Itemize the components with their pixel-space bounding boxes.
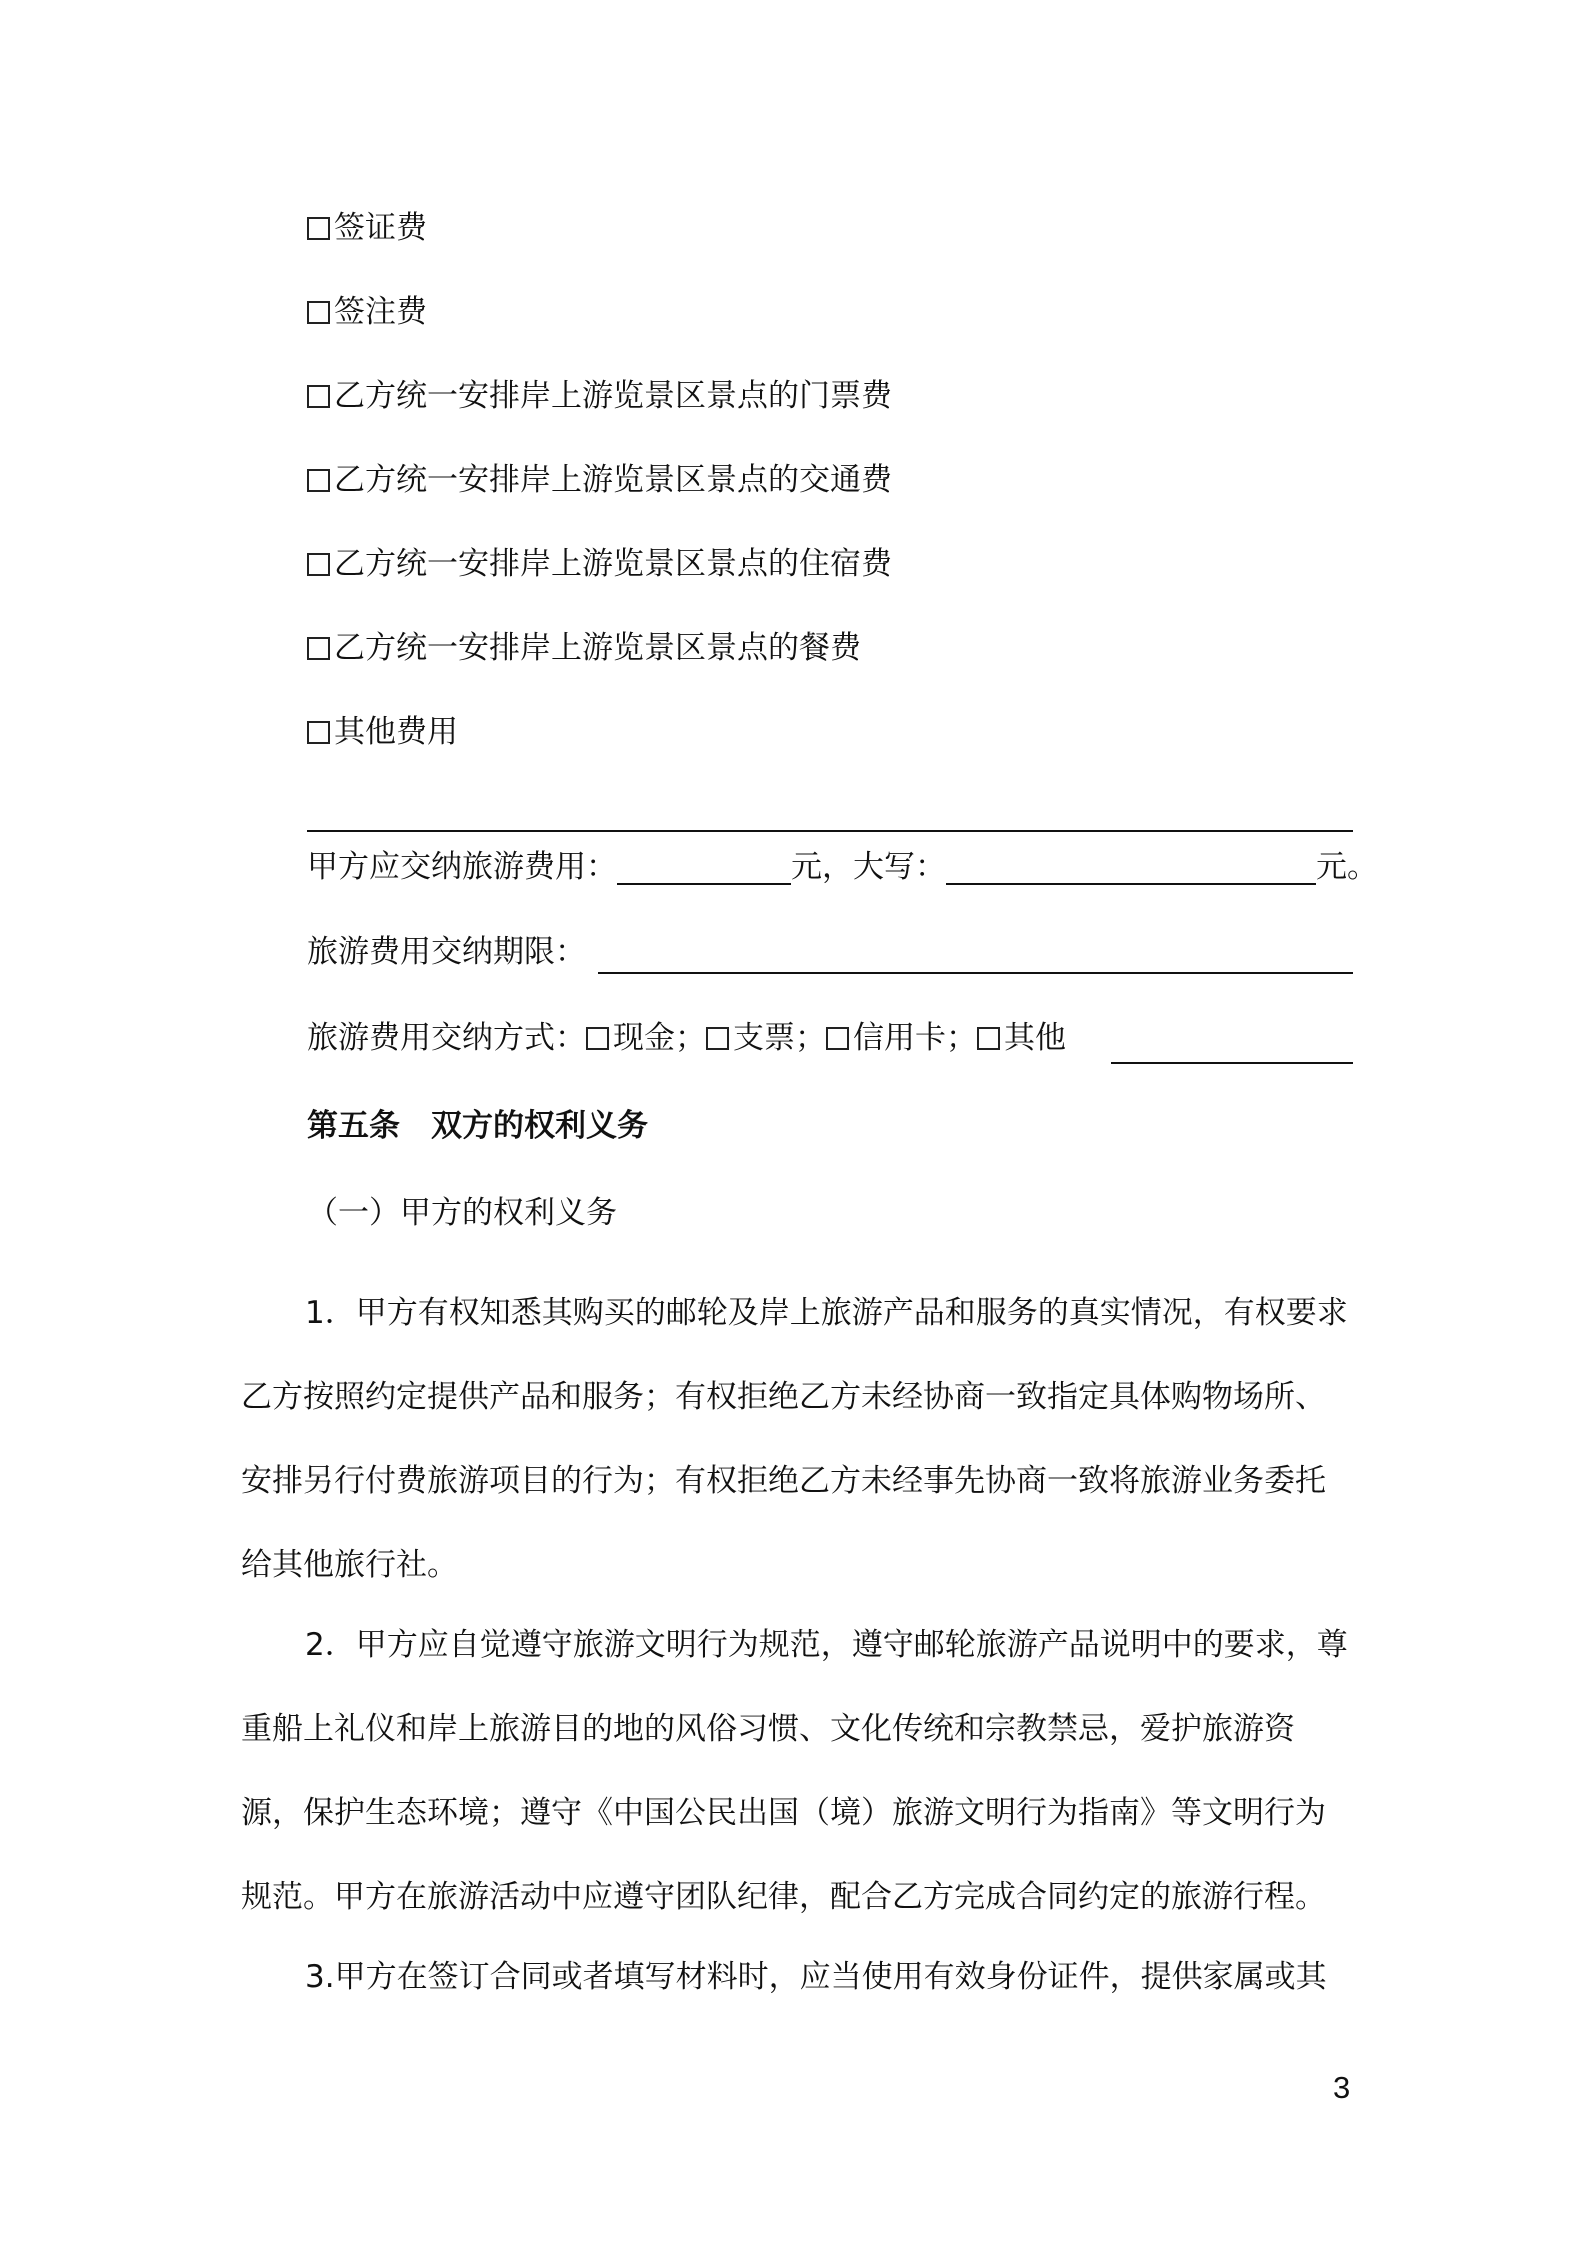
fee-item-lodging: 乙方统一安排岸上游览景区景点的住宿费 [307, 542, 892, 586]
checkbox[interactable] [307, 721, 330, 744]
checkbox[interactable] [307, 553, 330, 576]
fee-deadline-blank[interactable] [598, 972, 1353, 974]
fee-item-meals: 乙方统一安排岸上游览景区景点的餐费 [307, 626, 861, 670]
checkbox[interactable] [307, 385, 330, 408]
paragraph-2: 2．甲方应自觉遵守旅游文明行为规范，遵守邮轮旅游产品说明中的要求，尊重船上礼仪和岸上旅游目的地的风俗习惯、文化传统和宗教禁忌，爱护旅游资源，保护生态环境；遵守《中国公民出国（境）旅游文明行为指南》等文明行为规范。甲方在旅游活动中应遵守团队纪律，配合乙方完成合同约定的旅游行程。 [241, 1627, 1348, 1915]
fee-item-endorsement: 签注费 [307, 290, 427, 334]
article-subheading: （一）甲方的权利义务 [307, 1195, 617, 1231]
fee-deadline-label: 旅游费用交纳期限： [307, 934, 586, 970]
fee-amount-yuan-end: 元。 [1316, 849, 1378, 885]
checkbox[interactable] [307, 637, 330, 660]
fee-method-row: 旅游费用交纳方式： 现金； 支票； 信用卡； 其他 [307, 1020, 1066, 1056]
paragraph-3: 3.甲方在签订合同或者填写材料时，应当使用有效身份证件，提供家属或其 [305, 1959, 1327, 1995]
fee-item-visa: 签证费 [307, 206, 427, 250]
fee-item-other: 其他费用 [307, 710, 458, 754]
fee-deadline-row [307, 930, 586, 974]
checkbox[interactable] [307, 469, 330, 492]
fee-item-transport: 乙方统一安排岸上游览景区景点的交通费 [307, 458, 892, 502]
checkbox-check[interactable] [706, 1027, 729, 1050]
fee-item-tickets: 乙方统一安排岸上游览景区景点的门票费 [307, 374, 892, 418]
fee-amount-uppercase-blank[interactable] [946, 847, 1316, 885]
other-fee-blank-line[interactable] [307, 830, 1353, 832]
checkbox-credit-card[interactable] [826, 1027, 849, 1050]
fee-method-other-blank[interactable] [1111, 1062, 1353, 1064]
page-number: 3 [1333, 2070, 1351, 2105]
checkbox-cash[interactable] [586, 1027, 609, 1050]
fee-amount-yuan: 元，大写： [791, 849, 946, 885]
checkbox[interactable] [307, 217, 330, 240]
fee-amount-row [307, 845, 1378, 889]
fee-amount-blank[interactable] [617, 847, 791, 885]
checkbox-other[interactable] [977, 1027, 1000, 1050]
fee-amount-label: 甲方应交纳旅游费用： [307, 849, 617, 885]
article-heading: 第五条 双方的权利义务 [307, 1108, 648, 1144]
checkbox[interactable] [307, 301, 330, 324]
paragraph-1: 1．甲方有权知悉其购买的邮轮及岸上旅游产品和服务的真实情况，有权要求乙方按照约定提供产品和服务；有权拒绝乙方未经协商一致指定具体购物场所、安排另行付费旅游项目的行为；有权拒绝乙方未经事先协商一致将旅游业务委托给其他旅行社。 [241, 1295, 1348, 1583]
fee-method-label: 旅游费用交纳方式： [307, 1020, 586, 1056]
